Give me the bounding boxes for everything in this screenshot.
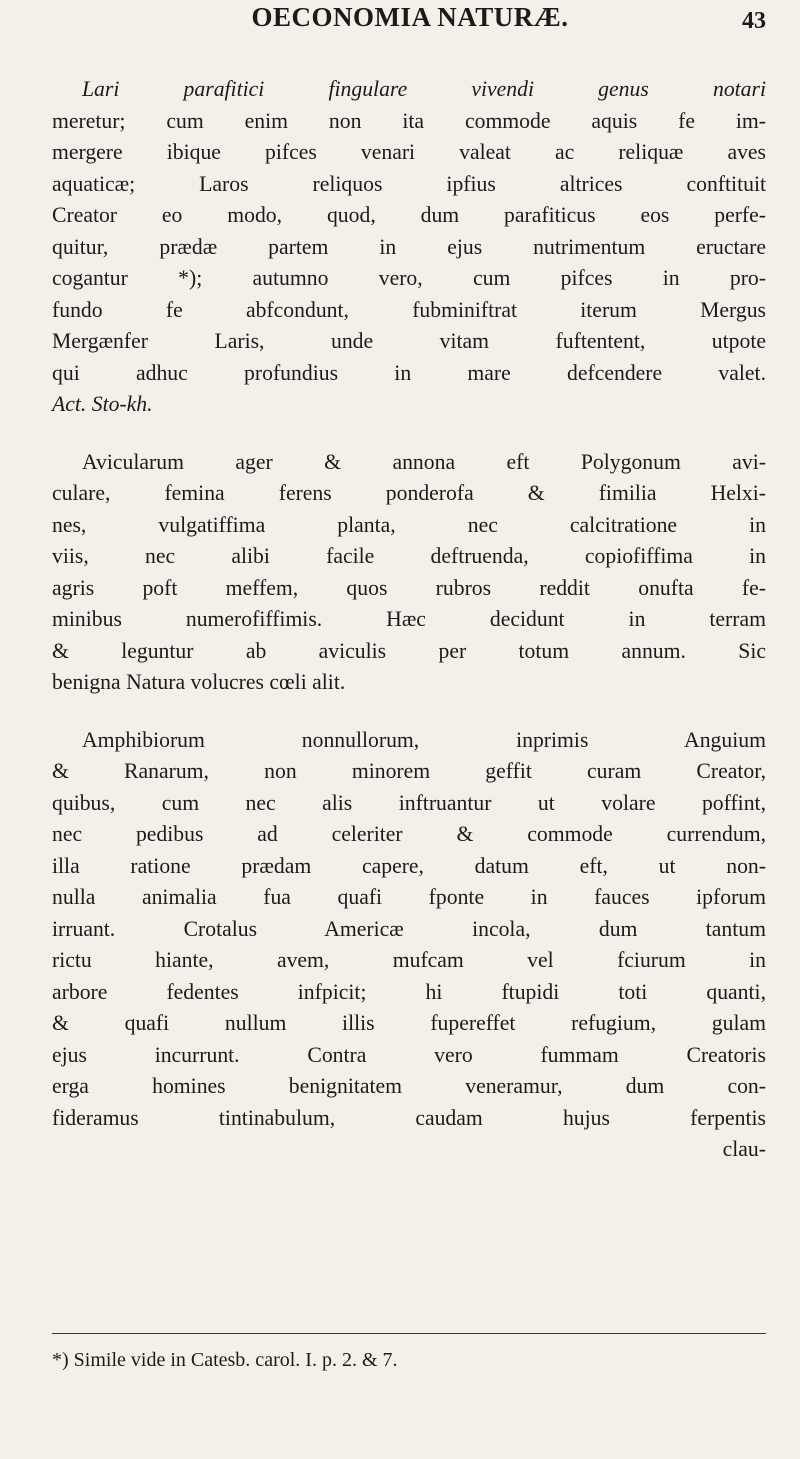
text-line: agris poft meffem, quos rubros reddit onufta fe- <box>52 575 766 600</box>
paragraph-avicularum <box>52 447 766 699</box>
text-line: mergere ibique pifces venari valeat ac reliquæ aves <box>52 140 766 164</box>
text-line: cogantur *); autumno vero, cum pifces in pro- <box>52 266 766 290</box>
citation-line: Act. Sto-kh. <box>52 392 153 416</box>
footnote: *) Simile vide in Catesb. carol. I. p. 2. & 7. <box>52 1349 398 1371</box>
text-line: irruant. Crotalus Americæ incola, dum tantum <box>52 916 766 941</box>
text-line: erga homines benignitatem veneramur, dum con- <box>52 1074 766 1098</box>
body-text <box>52 74 766 1192</box>
text-line: nes, vulgatiffima planta, nec calcitratione in <box>52 512 766 537</box>
text-line: fideramus tintinabulum, caudam hujus ferpentis <box>52 1105 766 1130</box>
text-line: rictu hiante, avem, mufcam vel fciurum in <box>52 948 766 972</box>
paragraph-lari <box>52 74 766 421</box>
text-line: arbore fedentes infpicit; hi ftupidi toti quanti, <box>52 979 766 1004</box>
text-line: Avicularum ager & annona eft Polygonum avi- <box>82 449 766 474</box>
text-line: Lari parafitici fingulare vivendi genus notari <box>82 77 766 101</box>
paragraph-amphibiorum <box>52 725 766 1166</box>
text-line: qui adhuc profundius in mare defcendere valet. <box>52 360 766 385</box>
text-line: viis, nec alibi facile deftruenda, copiofiffima in <box>52 544 766 568</box>
text-line: ejus incurrunt. Contra vero fummam Creatoris <box>52 1042 766 1067</box>
text-line: & quafi nullum illis fupereffet refugium, gulam <box>52 1011 766 1035</box>
footnote-rule <box>52 1333 766 1334</box>
running-title: OECONOMIA NATURÆ. <box>251 2 569 32</box>
text-line: nulla animalia fua quafi fponte in fauces ipforum <box>52 885 766 909</box>
text-line: aquaticæ; Laros reliquos ipfius altrices conftituit <box>52 171 766 196</box>
text-line: illa ratione prædam capere, datum eft, ut non- <box>52 853 766 878</box>
text-line: benigna Natura volucres cœli alit. <box>52 670 346 694</box>
text-line: culare, femina ferens ponderofa & fimilia Helxi- <box>52 481 766 505</box>
page-number: 43 <box>742 8 766 34</box>
text-line: quitur, prædæ partem in ejus nutrimentum eructare <box>52 234 766 259</box>
text-line: minibus numerofiffimis. Hæc decidunt in terram <box>52 607 766 631</box>
text-line: & leguntur ab aviculis per totum annum. Sic <box>52 638 766 663</box>
catchword: clau- <box>722 1137 766 1161</box>
text-line: fundo fe abfcondunt, fubminiftrat iterum Mergus <box>52 297 766 322</box>
text-line: nec pedibus ad celeriter & commode currendum, <box>52 822 766 846</box>
text-line: quibus, cum nec alis inftruantur ut volare poffint, <box>52 790 766 815</box>
text-line: meretur; cum enim non ita commode aquis fe im- <box>52 108 766 133</box>
text-line: Amphibiorum nonnullorum, inprimis Anguium <box>82 727 766 752</box>
text-line: Creator eo modo, quod, dum parafiticus eos perfe- <box>52 203 766 227</box>
text-line: Mergænfer Laris, unde vitam fuftentent, utpote <box>52 329 766 353</box>
text-line: & Ranarum, non minorem geffit curam Creator, <box>52 759 766 783</box>
